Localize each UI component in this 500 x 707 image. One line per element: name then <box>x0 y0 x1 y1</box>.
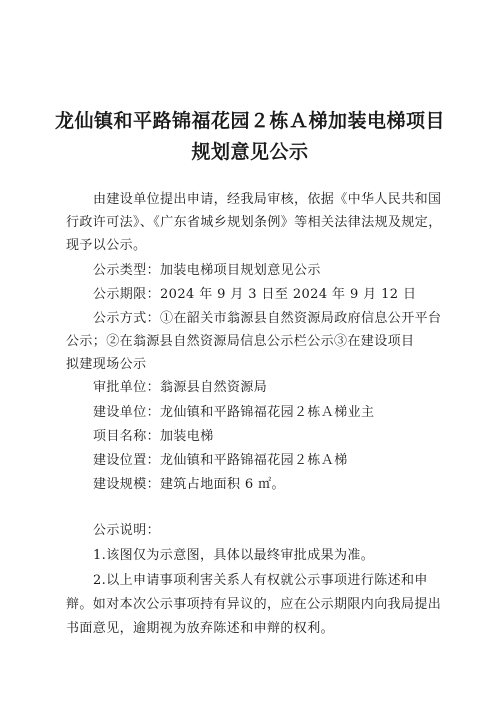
info-line-builder: 建设单位：龙仙镇和平路锦福花园２栋Ａ梯业主 <box>93 405 375 420</box>
document-title-line-1: 龙仙镇和平路锦福花园２栋Ａ梯加装电梯项目 <box>54 110 445 132</box>
intro-line: 现予以公示。 <box>66 238 147 253</box>
info-line-method-cont: 公示；②在翁源县自然资源局信息公示栏公示③在建设项目 <box>66 334 415 349</box>
info-line-project-name: 项目名称：加装电梯 <box>93 429 214 444</box>
info-line-type: 公示类型：加装电梯项目规划意见公示 <box>93 263 321 278</box>
intro-line: 由建设单位提出申请，经我局审核，依据《中华人民共和国 <box>93 192 442 207</box>
notes-line: 2.以上申请事项利害关系人有权就公示事项进行陈述和申 <box>93 573 428 588</box>
info-line-location: 建设位置：龙仙镇和平路锦福花园２栋Ａ梯 <box>93 453 348 468</box>
intro-line: 行政许可法》、《广东省城乡规划条例》等相关法律法规及规定， <box>66 215 442 230</box>
info-line-method: 公示方式：①在韶关市翁源县自然资源局政府信息公开平台 <box>93 311 442 326</box>
notes-line: 1.该图仅为示意图，具体以最终审批成果为准。 <box>93 548 375 563</box>
info-line-approver: 审批单位：翁源县自然资源局 <box>93 380 268 395</box>
info-line-period: 公示期限：2024 年 9 月 3 日至 2024 年 9 月 12 日 <box>93 287 417 302</box>
document-title-line-2: 规划意见公示 <box>191 141 309 163</box>
notes-heading: 公示说明： <box>93 523 161 538</box>
info-line-scale: 建设规模：建筑占地面积 6 ㎡。 <box>93 477 285 492</box>
notes-line: 书面意见，逾期视为放弃陈述和申辩的权利。 <box>66 621 335 636</box>
notes-line: 辩。如对本次公示事项持有异议的，应在公示期限内向我局提出 <box>66 597 442 612</box>
info-line-method-cont: 拟建现场公示 <box>66 357 147 372</box>
